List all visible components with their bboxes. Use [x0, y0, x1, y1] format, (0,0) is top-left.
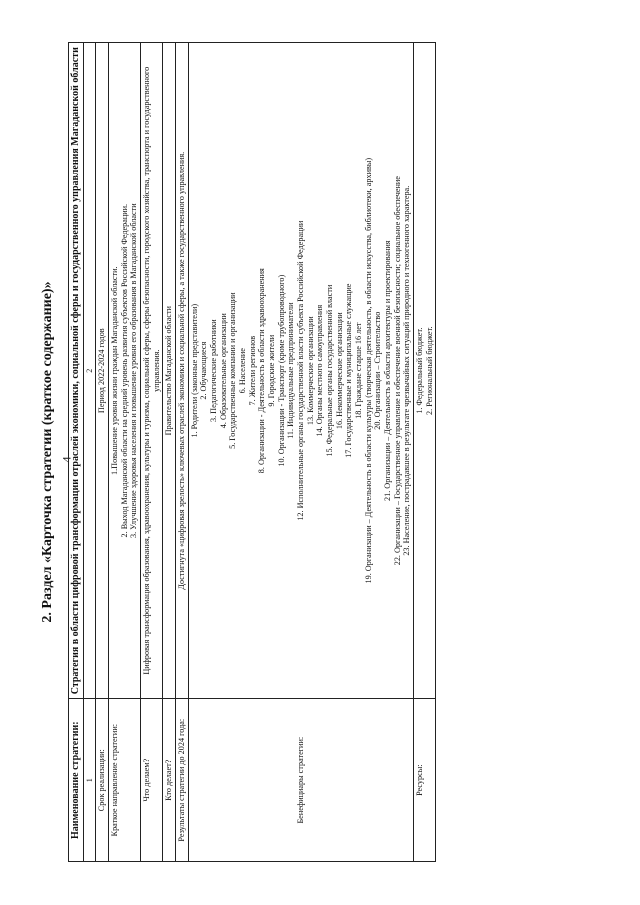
header-right-cell: Стратегия в области цифровой трансформации отраслей экономики, социальной сферы и государственного управления Магаданской области — [69, 43, 84, 699]
resource-item: 1. Федеральный бюджет. — [415, 327, 425, 414]
direction-line: 2. Выход Магаданской области на средний уровень развития субъектов Российской Федерации. — [119, 203, 129, 538]
beneficiary-item: 20. Организации – Строительство — [373, 311, 383, 430]
beneficiary-item: 8. Организации - Деятельность в области здравоохранения — [257, 268, 267, 474]
beneficiary-item: 19. Организации – Деятельность в области культуры (творческая деятельность, в области искусства, библиотеки, архивы) — [363, 157, 373, 584]
resource-item: 2. Региональный бюджет. — [424, 326, 434, 415]
results-value: Достигнута «цифровая зрелость» ключевых отраслей экономики и социальной сферы, а также государственного управления. — [175, 43, 188, 699]
page-number: 4 — [59, 456, 74, 463]
beneficiary-item: 10. Организации - Транспорт (кроме трубопроводного) — [276, 274, 286, 467]
who-label: Кто делает? — [163, 699, 176, 862]
table-row-direction — [108, 43, 140, 862]
beneficiary-item: 3. Педагогические работники — [208, 319, 218, 423]
section-title: 2. Раздел «Карточка стратегии (краткое содержание)» — [40, 281, 55, 623]
beneficiary-item: 4. Образовательные организации — [218, 313, 228, 429]
beneficiary-item: 7. Жители регионов — [247, 335, 257, 406]
beneficiary-item: 21. Организации – Деятельность в области архитектуры и проектирования — [383, 240, 393, 501]
beneficiary-item: 9. Городские жители — [266, 334, 276, 407]
column-number-1: 1 — [83, 699, 95, 862]
column-number-row — [83, 43, 95, 862]
table-row-term — [96, 43, 109, 862]
beneficiary-item: 12. Исполнительные органы государственной власти субъекта Российской Федерации — [296, 220, 305, 521]
beneficiary-item: 15. Федеральные органы государственной власти — [325, 284, 335, 457]
beneficiaries-list — [188, 43, 413, 699]
direction-label: Краткое направление стратегии: — [108, 699, 140, 862]
table-row-what — [140, 43, 162, 862]
who-value: Правительство Магаданской области — [163, 43, 176, 699]
beneficiary-item: 2. Обучающиеся — [199, 341, 209, 400]
resources-label: Ресурсы: — [414, 699, 436, 862]
table-row-who — [163, 43, 176, 862]
beneficiary-item: 14. Органы местного самоуправления — [315, 304, 325, 437]
table-row-beneficiaries — [188, 43, 413, 862]
beneficiary-item: 18. Граждане старше 16 лет — [354, 322, 364, 419]
direction-value — [108, 43, 140, 699]
beneficiary-item: 13. Коммерческие организации — [305, 316, 315, 426]
direction-line: 1.Повышение уровня жизни граждан Магаданской области. — [109, 266, 119, 475]
table-row-results — [175, 43, 188, 862]
what-label: Что делаем? — [140, 699, 162, 862]
header-left-cell: Наименование стратегии: — [69, 699, 84, 862]
results-label: Результаты стратегии до 2024 года: — [175, 699, 188, 862]
beneficiary-item: 1. Родители (законные представители) — [189, 303, 199, 438]
strategy-card-table — [68, 42, 436, 862]
beneficiary-item: 11. Индивидуальные предприниматели — [286, 302, 296, 439]
beneficiary-item: 16. Некоммерческие организации — [334, 312, 344, 430]
beneficiary-item: 23. Население, пострадавшее в результате чрезвычайных ситуаций природного и техногенного характера. — [402, 185, 412, 556]
beneficiary-item: 17. Государственные и муниципальные служащие — [344, 283, 354, 458]
rotated-page-content — [40, 42, 600, 862]
beneficiary-item: 5. Государственные компании и организации — [228, 292, 238, 449]
beneficiaries-label: Бенефициары стратегии: — [188, 699, 413, 862]
table-header-row — [69, 43, 84, 862]
resources-value — [414, 43, 436, 699]
beneficiary-item: 6. Население — [237, 348, 247, 394]
term-value: Период 2022-2024 годов — [96, 43, 109, 699]
beneficiary-item: 22. Организации – Государственное управление и обеспечение военной безопасности; социальное обеспечение — [392, 176, 402, 566]
direction-line: 3. Улучшение здоровья населения и повышение уровня его образования в Магаданской области — [129, 203, 139, 538]
table-row-resources — [414, 43, 436, 862]
column-number-2: 2 — [83, 43, 95, 699]
what-value: Цифровая трансформация образования, здравоохранения, культуры и туризма, социальной сферы, сферы безопасности, городского хозяйства, транспорта и государственного управления. — [140, 43, 162, 699]
term-label: Срок реализации: — [96, 699, 109, 862]
